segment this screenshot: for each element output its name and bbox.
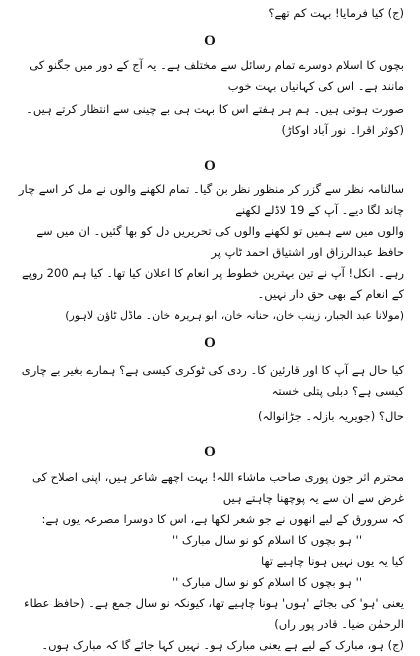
letter-3 <box>0 360 420 427</box>
letter-line: سالنامہ نظر سے گزر کر منظور نظر بن گیا۔ تمام لکھنے والوں نے مل کر اسے چار چاند لگا دیے۔ آپ کے 19 لاڈلے لکھنے <box>18 182 404 217</box>
letter-signature: (مولانا عبد الجبار، زینب خان، حنانہ خان، ابو ہریرہ خان۔ ماڈل ٹاؤن لاہور) <box>65 309 404 322</box>
letter-1 <box>0 55 420 141</box>
letter-line: کہ سرورق کے لیے انھوں نے جو شعر لکھا ہے، اس کا دوسرا مصرعہ یوں ہے: <box>41 512 404 526</box>
letter-line: حال؟ (جویریہ بازلہ۔ جڑانوالہ) <box>257 409 404 423</box>
editor-reply: (ج) ہو، مبارک کے لیے ہے یعنی مبارک ہو۔ نہیں کہا جائے گا کہ مبارک ہوں۔ <box>41 638 404 652</box>
verse-line: '' ہو بچوں کا اسلام کو نو سال مبارک '' <box>171 533 362 547</box>
letter-line: بچوں کا اسلام دوسرے تمام رسائل سے مختلف ہے۔ یہ آج کے دور میں جگنو کی مانند ہے۔ اس کی کہانیاں بہت خوب <box>29 58 404 93</box>
section-separator: O <box>204 33 216 49</box>
letter-line: صورت ہوتی ہیں۔ ہم ہر ہفتے اس کا بہت ہی بے چینی سے انتظار کرتے ہیں۔ (کوثر اقرا۔ نور آباد اوکاڑ) <box>26 102 404 137</box>
letter-4 <box>0 467 420 656</box>
section-separator: O <box>204 444 216 460</box>
letter-line: کیا حال ہے آپ کا اور قارئین کا۔ ردی کی ٹوکری کیسی ہے؟ ہمارے بغیر بے چاری کیسی ہے؟ دبلی پتلی خستہ <box>21 363 404 398</box>
answer-heading: (ج) کیا فرمایا! بہت کم تھے؟ <box>268 6 404 20</box>
section-separator: O <box>204 335 216 351</box>
verse-line: '' ہو بچوں کا اسلام کو نو سال مبارک '' <box>171 575 362 589</box>
section-separator: O <box>204 158 216 174</box>
letter-2 <box>0 179 420 326</box>
letter-line: رہے۔ انکل! آپ نے تین بہترین خطوط پر انعام کا اعلان کیا تھا۔ کیا ہم 200 روپے کے انعام کے بھی حق دار نہیں۔ <box>21 266 404 301</box>
letter-line: یعنی 'ہو' کی بجائے 'ہوں' ہونا چاہیے تھا، کیونکہ نو سال جمع ہے۔ (حافظ عطاء الرحمٰن ضیا۔ قادر پور راں) <box>24 596 404 631</box>
verse-line: کیا یہ یوں نہیں ہونا چاہیے تھا <box>260 554 404 568</box>
letter-line: محترم اثر جون پوری صاحب ماشاء اللہ! بہت اچھے شاعر ہیں، اپنی اصلاح کی غرض سے ان سے یہ پوچھنا چاہتے ہیں <box>31 470 404 505</box>
letter-line: والوں میں سے ہمیں تو لکھنے والوں کی تحریریں دل کو بھا گئیں۔ ان میں سے حافظ عبدالرزاق اور اشتیاق احمد ٹاپ پر <box>36 224 404 259</box>
